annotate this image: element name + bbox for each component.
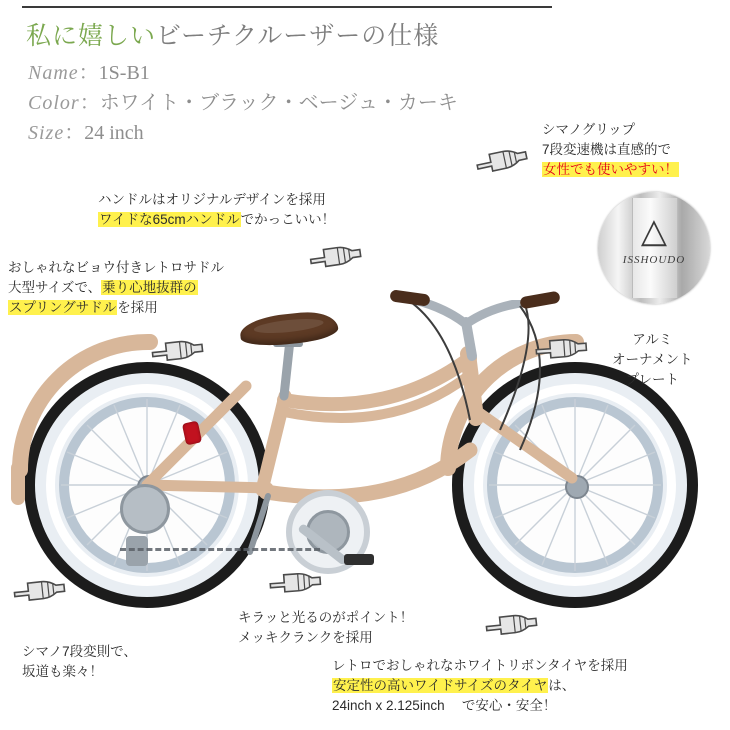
annotation-ornament-line3: プレート	[625, 372, 679, 387]
chain	[120, 508, 320, 551]
annotation-crank-line2: メッキクランクを採用	[238, 630, 373, 645]
annotation-handlebar-line1: ハンドルはオリジナルデザインを採用	[98, 192, 326, 207]
annotation-tire	[332, 656, 628, 716]
spec-label-color: Color	[28, 92, 80, 114]
annotation-ornament-line1: アルミ	[632, 332, 673, 347]
pointing-hand-icon-handlebar	[306, 232, 364, 273]
pointing-hand-icon-gears	[10, 567, 67, 606]
spec-row-size	[28, 116, 144, 145]
annotation-tire-line1: レトロでおしゃれなホワイトリボンタイヤを採用	[332, 658, 628, 673]
annotation-saddle-line1: おしゃれなビョウ付きレトロサドル	[8, 260, 224, 275]
ornament-brand-text: ISSHOUDO	[622, 254, 686, 266]
spec-row-color	[28, 86, 458, 115]
annotation-ornament	[612, 330, 692, 390]
page-title-green: 私に嬉しい	[26, 23, 157, 50]
annotation-tire-line2	[332, 676, 628, 696]
pointing-hand-icon-ornament	[533, 326, 589, 364]
spec-sep-name: ：	[78, 62, 99, 84]
annotation-gears	[22, 642, 137, 682]
annotation-tire-line3: 24inch x 2.125inch で安心・安全！	[332, 698, 557, 713]
annotation-saddle-line2	[8, 278, 224, 298]
annotation-gears-line1: シマノ7段変則で、	[22, 644, 137, 659]
rear-fender	[20, 342, 150, 470]
annotation-gears-line2: 坂道も楽々！	[22, 664, 103, 679]
annotation-saddle-line3	[8, 298, 224, 318]
annotation-shimano-grip	[542, 120, 679, 180]
spec-label-size: Size	[28, 122, 65, 144]
annotation-saddle-line2-plain: 大型サイズで、	[8, 280, 102, 295]
spec-sep-size: ：	[64, 122, 85, 144]
wings-icon: △	[640, 212, 668, 250]
annotation-saddle	[8, 258, 224, 318]
spec-row-name	[28, 56, 150, 85]
annotation-ornament-line2: オーナメント	[612, 352, 693, 367]
spec-value-size: 24 inch	[84, 122, 144, 144]
page-title-rest: ビーチクルーザーの仕様	[156, 23, 440, 50]
pedal	[344, 554, 374, 565]
pointing-hand-icon-tire	[482, 601, 539, 640]
annotation-saddle-line3-highlight: スプリングサドル	[9, 300, 117, 315]
annotation-saddle-line2-highlight: 乗り心地抜群の	[102, 280, 197, 295]
spec-value-color: ホワイト・ブラック・ベージュ・カーキ	[99, 92, 458, 114]
annotation-tire-line2-highlight: 安定性の高いワイドサイズのタイヤ	[333, 678, 548, 693]
header-divider	[22, 6, 552, 8]
annotation-handlebar-line2	[98, 210, 335, 230]
annotation-crank-line1: キラッと光るのがポイント！	[238, 610, 414, 625]
pointing-hand-icon-shimano-grip	[471, 135, 531, 179]
annotation-shimano-grip-line3	[542, 160, 679, 180]
pointing-hand-icon-saddle	[148, 327, 205, 366]
annotation-shimano-grip-line1: シマノグリップ	[542, 122, 636, 137]
spec-value-name: 1S-B1	[98, 62, 150, 84]
annotation-handlebar	[98, 190, 335, 230]
annotation-tire-line2-rest: は、	[548, 678, 576, 693]
spec-label-name: Name	[28, 62, 79, 84]
annotation-handlebar-line2-rest: でかっこいい！	[240, 212, 336, 227]
annotation-shimano-grip-line2: 7段変速機は直感的で	[542, 142, 672, 157]
ornament-plate-photo	[598, 192, 710, 304]
annotation-handlebar-line2-highlight: ワイドな65cmハンドル	[99, 212, 240, 227]
page-title	[26, 16, 439, 52]
annotation-saddle-line3-rest: を採用	[117, 300, 158, 315]
pointing-hand-icon-crank	[267, 560, 323, 598]
annotation-shimano-grip-line3-highlight: 女性でも使いやすい！	[543, 162, 678, 177]
annotation-crank	[238, 608, 413, 648]
spec-sep-color: ：	[79, 92, 100, 114]
